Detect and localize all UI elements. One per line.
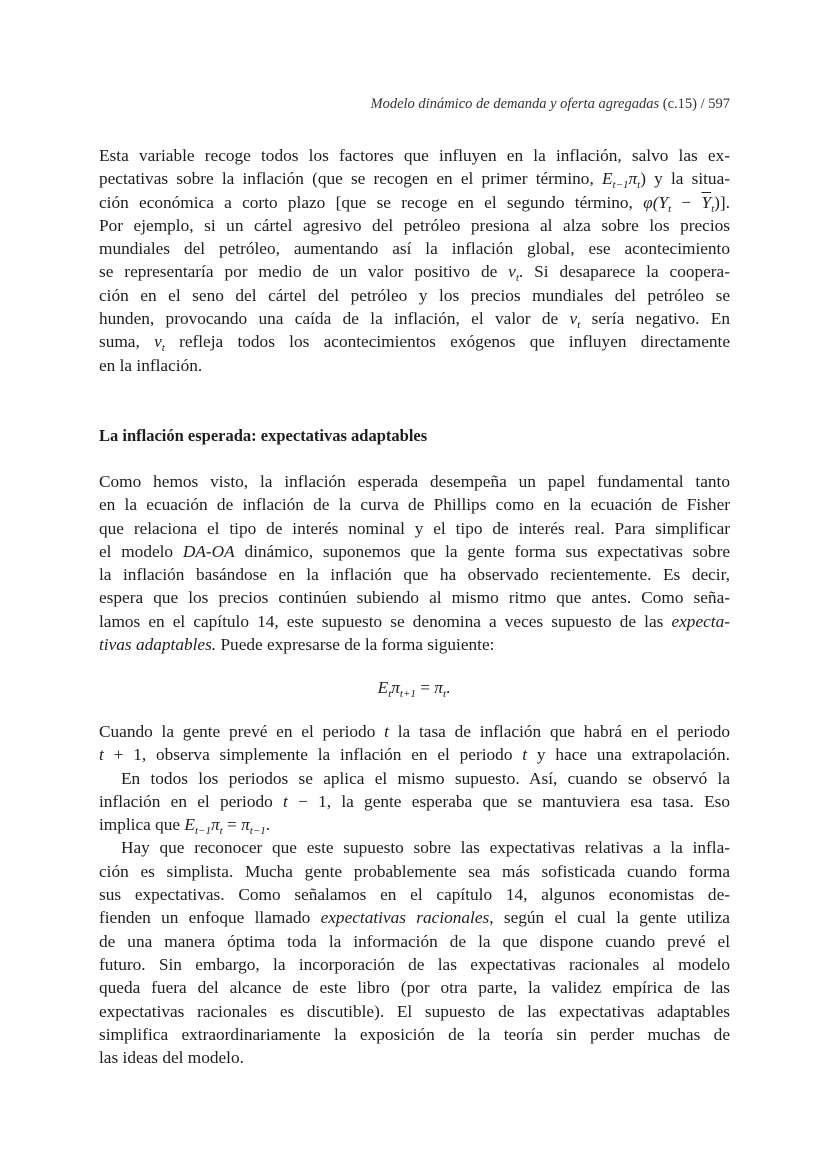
- text-run: )].: [714, 192, 730, 212]
- text-run: mundiales del petróleo, aumentando así la inflación global, ese acontecimiento: [99, 239, 730, 259]
- text-run: − 1, la gente esperaba que se mantuviera esa tasa. Eso: [287, 791, 730, 811]
- text-run: expectativas racionales es discutible). El supuesto de las expectativas adaptables: [99, 1001, 730, 1021]
- math-subscript: t−1: [194, 825, 211, 838]
- text-line: [99, 976, 730, 999]
- chapter-ref: (c.15): [662, 96, 697, 112]
- math-italic: tivas adaptables.: [99, 635, 217, 655]
- math-subscript: t: [637, 179, 641, 192]
- text-run: queda fuera del alcance de este libro (por otra parte, la validez empírica de las: [99, 978, 730, 998]
- text-line: [99, 1023, 730, 1046]
- math-italic: v: [569, 309, 578, 329]
- math-italic: E: [377, 678, 389, 697]
- text-run: futuro. Sin embargo, la incorporación de las expectativas racionales al modelo: [99, 954, 730, 974]
- math-subscript: t: [668, 202, 672, 215]
- text-line: [99, 260, 730, 283]
- text-line: [99, 307, 730, 330]
- text-line: [99, 790, 730, 813]
- math-subscript: t: [388, 688, 392, 700]
- math-italic: v: [508, 262, 516, 282]
- math-italic: DA-OA: [182, 541, 235, 561]
- text-line: [99, 860, 730, 883]
- equation-adaptive-expectations: [0, 678, 828, 700]
- math-italic: π: [434, 678, 443, 697]
- text-line: [99, 813, 730, 836]
- text-run: sus expectativas. Como señalamos en el capítulo 14, algunos economistas de-: [99, 885, 730, 905]
- page-number: 597: [708, 96, 730, 112]
- math-italic: expecta-: [671, 611, 730, 631]
- math-subscript: t: [711, 202, 715, 215]
- text-run: el modelo: [99, 541, 183, 561]
- math-subscript: t+1: [399, 688, 416, 700]
- math-italic: t: [283, 791, 288, 811]
- math-subscript: t: [442, 688, 447, 700]
- text-line: [99, 354, 730, 377]
- text-run: Por ejemplo, si un cártel agresivo del petróleo presiona al alza sobre los precios: [99, 215, 730, 235]
- text-line: [99, 517, 730, 540]
- text-line: [99, 563, 730, 586]
- text-line: [99, 330, 730, 353]
- text-run: Como hemos visto, la inflación esperada desempeña un papel fundamental tanto: [99, 472, 730, 491]
- math-subscript: t−1: [612, 179, 629, 192]
- text-run: ) y la situa-: [640, 169, 730, 189]
- math-subscript: t−1: [249, 825, 266, 838]
- math-subscript: t: [161, 342, 165, 355]
- text-run: En todos los periodos se aplica el mismo supuesto. Así, cuando se observó la: [121, 768, 730, 788]
- text-line: [99, 930, 730, 953]
- text-line: [99, 633, 730, 656]
- text-line: [99, 610, 730, 633]
- text-run: espera que los precios continúen subiendo al mismo ritmo que antes. Como seña-: [99, 588, 730, 608]
- text-run: se representaría por medio de un valor positivo de: [99, 262, 509, 282]
- text-run: pectativas sobre la inflación (que se recogen en el primer término,: [99, 169, 602, 189]
- math-italic: E: [184, 815, 195, 835]
- paragraph-explanation: [99, 720, 730, 1069]
- text-run: y hace una extrapolación.: [527, 745, 730, 765]
- math-subscript: t: [577, 319, 581, 332]
- text-line: [99, 167, 730, 190]
- text-run: refleja todos los acontecimientos exógenos que influyen directamente: [164, 332, 730, 352]
- text-line: [99, 470, 730, 493]
- text-run: .: [446, 678, 451, 697]
- running-title: Modelo dinámico de demanda y oferta agregadas: [370, 96, 660, 112]
- text-line: [99, 284, 730, 307]
- paragraph-expected-inflation: [99, 470, 730, 656]
- text-run: la inflación basándose en la inflación que ha observado recientemente. Es decir,: [99, 565, 730, 585]
- text-run: dinámico, suponemos que la gente forma sus expectativas sobre: [234, 541, 730, 561]
- text-run: + 1, observa simplemente la inflación en el periodo: [103, 745, 523, 765]
- text-run: −: [671, 192, 702, 212]
- text-run: que relaciona el tipo de interés nominal y el tipo de interés real. Para simplificar: [99, 518, 730, 538]
- text-line: [99, 836, 730, 859]
- text-run: Cuando la gente prevé en el periodo: [99, 722, 385, 741]
- text-line: [99, 237, 730, 260]
- text-line: [99, 191, 730, 214]
- text-line: [99, 493, 730, 516]
- text-line: [99, 767, 730, 790]
- math-italic: $\overline{Y}$: [701, 192, 712, 212]
- text-run: las ideas del modelo.: [99, 1048, 244, 1068]
- text-line: [99, 743, 730, 766]
- math-italic: π: [628, 169, 638, 189]
- math-italic: t: [384, 722, 389, 741]
- text-run: implica que: [99, 815, 185, 835]
- text-run: la tasa de inflación que habrá en el periodo: [388, 722, 730, 741]
- math-italic: π: [241, 815, 250, 835]
- text-line: [99, 1046, 730, 1069]
- text-line: [99, 883, 730, 906]
- paragraph-variable-description: [99, 144, 730, 377]
- text-run: Hay que reconocer que este supuesto sobre las expectativas relativas a la infla-: [121, 838, 730, 858]
- math-italic: v: [154, 332, 162, 352]
- text-run: Puede expresarse de la forma siguiente:: [216, 635, 495, 655]
- text-run: . Si desaparece la coopera-: [518, 262, 730, 282]
- text-run: ción en el seno del cártel del petróleo y los precios mundiales del petróleo se: [99, 285, 730, 305]
- math-subscript: t: [219, 825, 223, 838]
- math-italic: expectativas racionales: [320, 908, 490, 928]
- text-run: Esta variable recoge todos los factores que influyen en la inflación, salvo las ex-: [99, 146, 730, 165]
- text-run: =: [415, 678, 435, 697]
- text-run: simplifica extraordinariamente la exposición de la teoría sin perder muchas de: [99, 1024, 730, 1044]
- text-line: [99, 586, 730, 609]
- text-line: [99, 1000, 730, 1023]
- math-italic: t: [99, 745, 104, 765]
- text-run: suma,: [99, 332, 155, 352]
- math-italic: π: [210, 815, 220, 835]
- text-run: de una manera óptima toda la información de la que dispone cuando prevé el: [99, 931, 730, 951]
- running-header: [371, 96, 730, 113]
- text-line: [99, 953, 730, 976]
- text-run: =: [222, 815, 242, 835]
- text-run: inflación en el periodo: [99, 791, 284, 811]
- header-separator: /: [700, 96, 705, 112]
- section-heading: La inflación esperada: expectativas adaptables: [99, 426, 428, 445]
- math-italic: t: [522, 745, 528, 765]
- text-run: .: [265, 815, 271, 835]
- text-line: [99, 906, 730, 929]
- text-line: [99, 214, 730, 237]
- math-subscript: t: [515, 272, 519, 285]
- text-run: hunden, provocando una caída de la inflación, el valor de: [99, 309, 570, 329]
- math-italic: π: [391, 678, 400, 697]
- math-italic: φ(Y: [643, 192, 669, 212]
- text-run: ción económica a corto plazo [que se recoge en el segundo término,: [99, 192, 644, 212]
- text-run: , según el cual la gente utiliza: [489, 908, 730, 928]
- text-run: sería negativo. En: [580, 309, 730, 329]
- text-line: [99, 540, 730, 563]
- text-run: lamos en el capítulo 14, este supuesto se denomina a veces supuesto de las: [99, 611, 672, 631]
- text-run: fienden un enfoque llamado: [99, 908, 321, 928]
- text-run: en la inflación.: [99, 355, 203, 375]
- text-line: [99, 144, 730, 167]
- text-run: en la ecuación de inflación de la curva de Phillips como en la ecuación de Fisher: [99, 495, 730, 515]
- text-line: [99, 720, 730, 743]
- math-italic: E: [601, 169, 613, 189]
- text-run: ción es simplista. Mucha gente probablemente sea más sofisticada cuando forma: [99, 861, 730, 881]
